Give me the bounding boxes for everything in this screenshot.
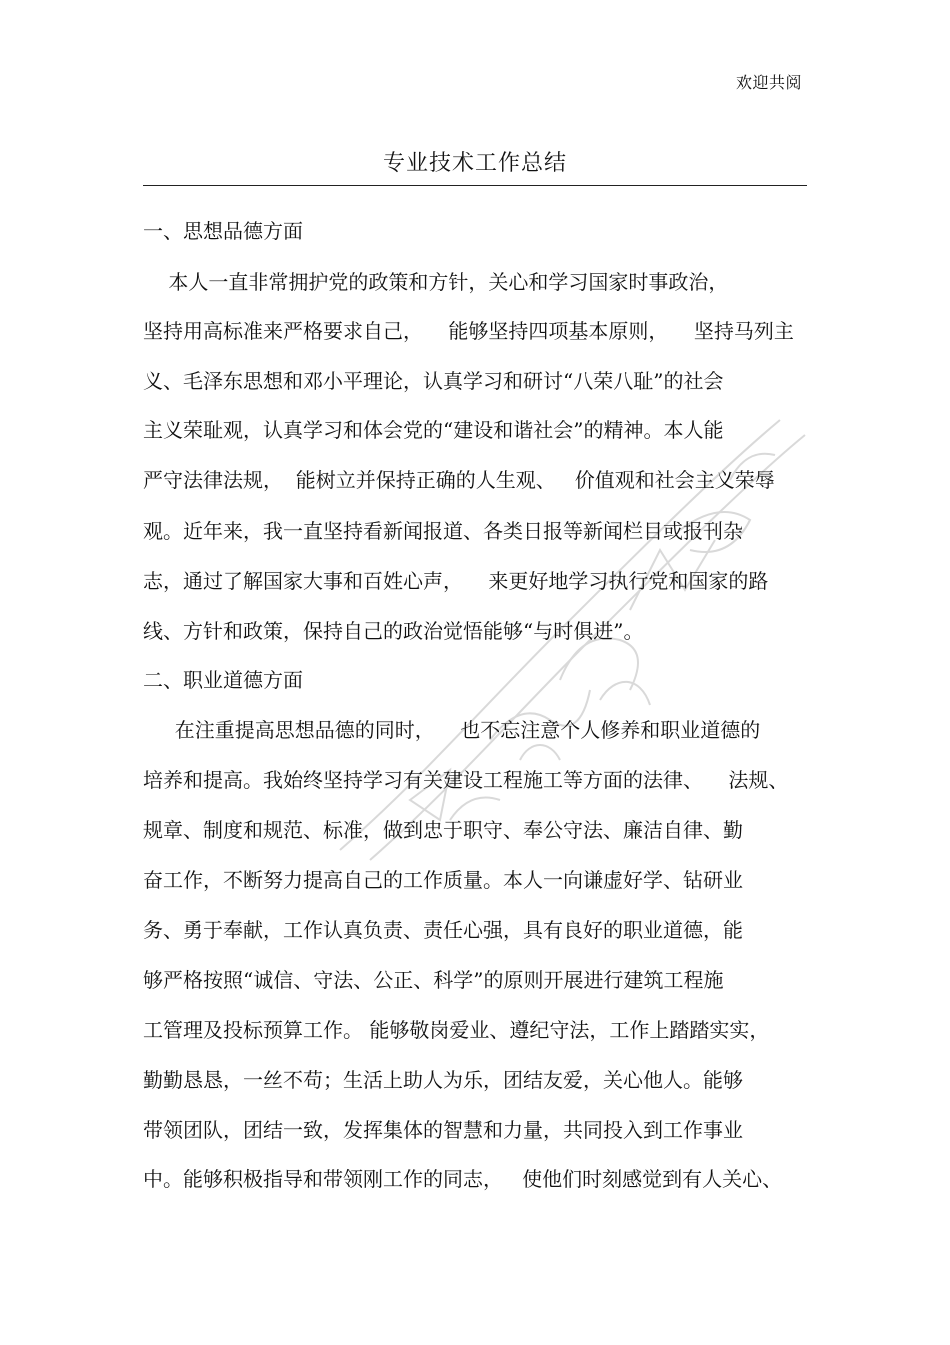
document-title: 专业技术工作总结 (382, 151, 567, 176)
title-divider (143, 185, 807, 186)
text-line: 奋工作，不断努力提高自己的工作质量。本人一向谦虚好学、钻研业 (143, 868, 743, 892)
text-line: 坚持用高标准来严格要求自己， 能够坚持四项基本原则， 坚持马列主 (143, 319, 794, 343)
text-line: 主义荣耻观，认真学习和体会党的“建设和谐社会”的精神。本人能 (143, 418, 724, 442)
text-line: 志，通过了解国家大事和百姓心声， 来更好地学习执行党和国家的路 (143, 569, 769, 593)
text-line: 勤勤恳恳，一丝不苟；生活上助人为乐，团结友爱，关心他人。能够 (143, 1068, 743, 1092)
text-line: 务、勇于奉献，工作认真负责、责任心强，具有良好的职业道德，能 (143, 918, 743, 942)
text-line: 规章、制度和规范、标准，做到忠于职守、奉公守法、廉洁自律、勤 (143, 818, 743, 842)
text-line: 中。能够积极指导和带领刚工作的同志， 使他们时刻感觉到有人关心、 (143, 1167, 783, 1191)
header-note: 欢迎共阅 (735, 73, 802, 92)
text-line: 够严格按照“诚信、守法、公正、科学”的原则开展进行建筑工程施 (143, 968, 724, 992)
text-line: 观。近年来，我一直坚持看新闻报道、各类日报等新闻栏目或报刊杂 (143, 519, 743, 543)
text-line: 本人一直非常拥护党的政策和方针，关心和学习国家时事政治， (143, 270, 729, 294)
section-heading-1: 一、思想品德方面 (143, 219, 303, 243)
text-line: 带领团队，团结一致，发挥集体的智慧和力量，共同投入到工作事业 (143, 1118, 743, 1142)
section-heading-2: 二、职业道德方面 (143, 668, 303, 692)
text-line: 严守法律法规， 能树立并保持正确的人生观、 价值观和社会主义荣辱 (143, 468, 775, 492)
text-line: 义、毛泽东思想和邓小平理论，认真学习和研讨“八荣八耻”的社会 (143, 369, 724, 393)
text-line: 培养和提高。我始终坚持学习有关建设工程施工等方面的法律、 法规、 (143, 768, 789, 792)
text-line: 工管理及投标预算工作。 能够敬岗爱业、遵纪守法，工作上踏踏实实， (143, 1018, 770, 1042)
text-line: 线、方针和政策，保持自己的政治觉悟能够“与时俱进”。 (143, 619, 644, 643)
text-line: 在注重提高思想品德的同时， 也不忘注意个人修养和职业道德的 (143, 718, 761, 742)
